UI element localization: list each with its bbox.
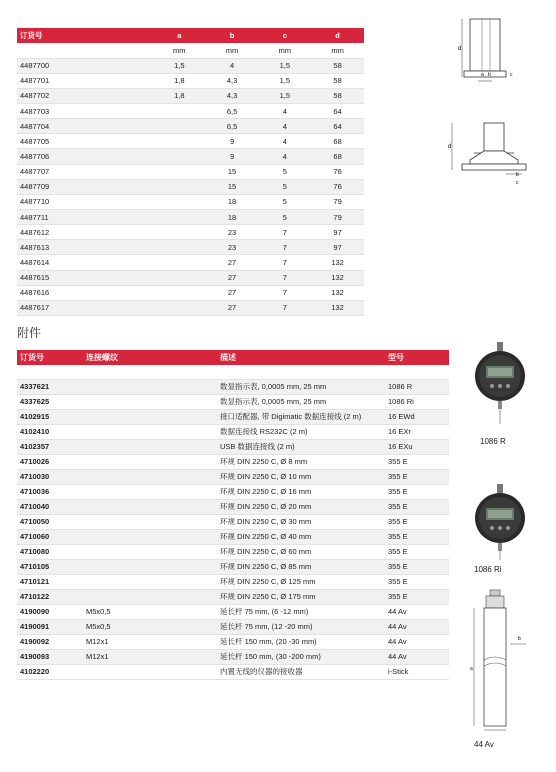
table-cell [83,514,217,529]
table-cell: 4710080 [17,544,83,559]
table-cell: 68 [311,134,364,149]
table-cell: 4,3 [206,73,259,88]
table-cell [153,270,206,285]
table-cell: 355 E [385,544,449,559]
table-cell: 7 [258,240,311,255]
caption-1086r: 1086 R [480,437,506,446]
table-cell: 4487709 [17,179,153,194]
table-cell: 4487705 [17,134,153,149]
table-cell: 6,5 [206,104,259,119]
table-cell: 6,5 [206,119,259,134]
table-cell: 18 [206,210,259,225]
table-cell: 4487613 [17,240,153,255]
table-cell [83,469,217,484]
table-cell: 延长杆 150 mm, (20 -30 mm) [217,634,385,649]
header-description: 描述 [217,350,385,365]
table-cell: 4487614 [17,255,153,270]
table-cell: 4102410 [17,424,83,439]
table-cell: 16 EXu [385,439,449,454]
table-cell: 76 [311,179,364,194]
table-cell [153,300,206,315]
table-cell: 355 E [385,559,449,574]
table-cell: USB 数据连接线 (2 m) [217,439,385,454]
table-cell [153,149,206,164]
table-cell: 15 [206,164,259,179]
dim-b-label-3: b [518,636,521,642]
table-row [17,285,364,300]
table-cell: 环规 DIN 2250 C, Ø 40 mm [217,529,385,544]
table-row [17,484,449,499]
table-row [17,664,449,679]
table-cell: 1,5 [258,88,311,103]
table-row [17,88,364,103]
table-cell: 68 [311,149,364,164]
table-cell: 58 [311,88,364,103]
table-row [17,73,364,88]
table-cell: 4710050 [17,514,83,529]
table-cell: 环规 DIN 2250 C, Ø 20 mm [217,499,385,514]
table-cell: 76 [311,164,364,179]
table-cell: 4487706 [17,149,153,164]
table-cell: i-Stick [385,664,449,679]
table-cell: 16 EXr [385,424,449,439]
caption-1086ri: 1086 Ri [474,565,502,574]
caption-44av: 44 Av [474,740,494,749]
table-row [17,574,449,589]
dim-d-label: d [458,46,462,52]
table-cell: 44 Av [385,634,449,649]
table-row [17,544,449,559]
table-row [17,394,449,409]
table-cell: 7 [258,225,311,240]
table-cell: 5 [258,194,311,209]
table-cell [83,574,217,589]
table-cell: 4 [258,104,311,119]
table-cell [83,499,217,514]
table-row [17,409,449,424]
dim-a-label-3: a [470,666,473,672]
dial-indicator-image-1086ri [470,482,530,562]
table-cell: 1086 Ri [385,394,449,409]
table-row [17,58,364,73]
table-cell [153,164,206,179]
dim-b-label-2: b [516,172,519,178]
table-cell [153,104,206,119]
table-cell: 内置无线的仪器的接收器 [217,664,385,679]
header-order-no: 订货号 [17,350,83,365]
table-cell [83,529,217,544]
table-cell [153,194,206,209]
dim-d-label-2: d [448,144,452,150]
table-cell: 5 [258,164,311,179]
table-cell: 64 [311,119,364,134]
table-cell: 4710030 [17,469,83,484]
table-cell: 58 [311,73,364,88]
table-cell: 355 E [385,484,449,499]
table-row [17,514,449,529]
table-cell [385,365,449,379]
header-model: 型号 [385,350,449,365]
table-cell: 4487700 [17,58,153,73]
table-cell: 355 E [385,499,449,514]
table-cell: M12x1 [83,649,217,664]
table-cell [83,394,217,409]
table-cell: 4 [206,58,259,73]
table-cell: 27 [206,300,259,315]
table-cell: 355 E [385,589,449,604]
table-cell: 7 [258,300,311,315]
table-cell: 4,3 [206,88,259,103]
table-cell [153,119,206,134]
table-cell: 4710105 [17,559,83,574]
table-cell: 15 [206,179,259,194]
table-cell: 44 Av [385,619,449,634]
table-cell: 4487707 [17,164,153,179]
table-cell: 132 [311,270,364,285]
dimensions-table [17,28,364,316]
dim-a-label: a [481,72,484,78]
table-cell [83,664,217,679]
table-cell: 7 [258,255,311,270]
table-cell: 355 E [385,454,449,469]
table-cell: 97 [311,225,364,240]
table-cell: 355 E [385,469,449,484]
table-cell: 44 Av [385,604,449,619]
table-cell: 16 EWd [385,409,449,424]
table-cell: 79 [311,210,364,225]
table-cell: 7 [258,270,311,285]
table-cell: 1086 R [385,379,449,394]
header-thread: 连接螺纹 [83,350,217,365]
table-cell: 23 [206,225,259,240]
table-row [17,149,364,164]
header-c: c [258,28,311,43]
table-cell: 数显指示表, 0,0005 mm, 25 mm [217,379,385,394]
table-row [17,499,449,514]
table-cell [17,365,83,379]
table-row [17,179,364,194]
table-row [17,619,449,634]
accessories-table [17,350,449,680]
table-row [17,379,449,394]
header-a: a [153,28,206,43]
table-cell: 环规 DIN 2250 C, Ø 10 mm [217,469,385,484]
table-row [17,119,364,134]
table-cell: 4710036 [17,484,83,499]
table-cell: 4487615 [17,270,153,285]
table-cell: 355 E [385,529,449,544]
table-row [17,134,364,149]
table-cell: 环规 DIN 2250 C, Ø 8 mm [217,454,385,469]
table-cell: 4487703 [17,104,153,119]
table-cell: M5x0,5 [83,604,217,619]
table-row [17,469,449,484]
table-cell [153,285,206,300]
extension-rod-diagram [462,588,532,738]
table-row [17,104,364,119]
table-cell: M12x1 [83,634,217,649]
table-cell: mm [258,43,311,58]
table-cell: 4 [258,134,311,149]
table-cell: 1,8 [153,88,206,103]
header-d: d [311,28,364,43]
table-cell: 58 [311,58,364,73]
table-row [17,164,364,179]
table-cell [83,454,217,469]
table-cell: 64 [311,104,364,119]
table-cell: 环规 DIN 2250 C, Ø 30 mm [217,514,385,529]
table-cell: 1,5 [153,58,206,73]
table-row [17,649,449,664]
header-order-no: 订货号 [17,28,153,43]
table-row [17,634,449,649]
table-cell: 延长杆 75 mm, (6 -12 mm) [217,604,385,619]
table-cell: 23 [206,240,259,255]
table-cell: 环规 DIN 2250 C, Ø 16 mm [217,484,385,499]
table-cell [153,225,206,240]
table-cell: 环规 DIN 2250 C, Ø 125 mm [217,574,385,589]
table-cell: 18 [206,194,259,209]
dim-c-label: c [510,72,513,78]
table-row [17,604,449,619]
table-cell: 4190093 [17,649,83,664]
table-cell [153,134,206,149]
table-cell: 4 [258,119,311,134]
table-cell: mm [311,43,364,58]
table-cell: 1,8 [153,73,206,88]
table-cell: 4487701 [17,73,153,88]
table-cell: M5x0,5 [83,619,217,634]
table-row [17,270,364,285]
header-b: b [206,28,259,43]
table-cell: 4487616 [17,285,153,300]
table-row [17,300,364,315]
table-cell [153,179,206,194]
table-cell: 4190092 [17,634,83,649]
table-cell: 9 [206,149,259,164]
table-row [17,225,364,240]
table-cell: 数据连接线 RS232C (2 m) [217,424,385,439]
table-cell: 132 [311,300,364,315]
dim-c-label-2: c [516,180,519,186]
table-cell: 355 E [385,574,449,589]
table-cell [153,240,206,255]
table-cell [217,365,385,379]
table-cell: 27 [206,285,259,300]
table-cell: 7 [258,285,311,300]
dial-indicator-image-1086r [470,340,530,430]
table-cell: 4710121 [17,574,83,589]
table-cell [83,589,217,604]
table-cell: 4487612 [17,225,153,240]
table-cell: 4487704 [17,119,153,134]
dim-b-label: b [488,72,491,78]
table-cell [83,544,217,559]
table-cell [83,379,217,394]
section-title: 附件 [17,326,42,340]
table-row [17,240,364,255]
table-cell: mm [206,43,259,58]
table-cell: 1,5 [258,73,311,88]
table-cell: 4337621 [17,379,83,394]
table-row [17,439,449,454]
table-row [17,210,364,225]
table-row [17,589,449,604]
table-cell [83,439,217,454]
table-row [17,559,449,574]
table-cell: 5 [258,179,311,194]
table-cell: 4102357 [17,439,83,454]
accessories-header-row [17,350,449,365]
table-cell: 4337625 [17,394,83,409]
table-row [17,529,449,544]
table-cell: 4710122 [17,589,83,604]
table-cell [83,424,217,439]
spacer-row [17,365,449,379]
table-cell: 4190090 [17,604,83,619]
table-cell: 延长杆 75 mm, (12 -20 mm) [217,619,385,634]
table-cell: 环规 DIN 2250 C, Ø 85 mm [217,559,385,574]
table-cell: 27 [206,255,259,270]
table-cell: mm [153,43,206,58]
table-cell: 延长杆 150 mm, (30 -200 mm) [217,649,385,664]
table-cell: 5 [258,210,311,225]
table-cell: 数显指示表, 0,0005 mm, 25 mm [217,394,385,409]
table-cell: 环规 DIN 2250 C, Ø 175 mm [217,589,385,604]
table-cell [83,409,217,424]
table-cell [83,484,217,499]
table-row [17,454,449,469]
table-row [17,255,364,270]
table-cell: 355 E [385,514,449,529]
table-cell: 4487711 [17,210,153,225]
table-cell: 27 [206,270,259,285]
dimensions-header-row [17,28,364,43]
table-cell: 4487710 [17,194,153,209]
table-cell: 4710060 [17,529,83,544]
table-cell: 4710026 [17,454,83,469]
anvil-diagram-tall [448,14,528,86]
table-cell: 4487702 [17,88,153,103]
table-cell: 132 [311,285,364,300]
table-cell [153,210,206,225]
table-cell [83,559,217,574]
table-cell: 4190091 [17,619,83,634]
table-cell: 44 Av [385,649,449,664]
table-cell: 132 [311,255,364,270]
table-cell: 1,5 [258,58,311,73]
table-cell: 接口适配器, 带 Digimatic 数据连接线 (2 m) [217,409,385,424]
table-cell [153,255,206,270]
table-cell: 79 [311,194,364,209]
table-cell: 97 [311,240,364,255]
units-row [17,43,364,58]
table-cell: 4102220 [17,664,83,679]
table-cell [83,365,217,379]
table-cell [17,43,153,58]
table-row [17,194,364,209]
table-cell: 4710040 [17,499,83,514]
table-row [17,424,449,439]
table-cell: 4 [258,149,311,164]
table-cell: 环规 DIN 2250 C, Ø 60 mm [217,544,385,559]
anvil-diagram-flanged [446,118,536,188]
table-cell: 9 [206,134,259,149]
table-cell: 4102915 [17,409,83,424]
table-cell: 4487617 [17,300,153,315]
